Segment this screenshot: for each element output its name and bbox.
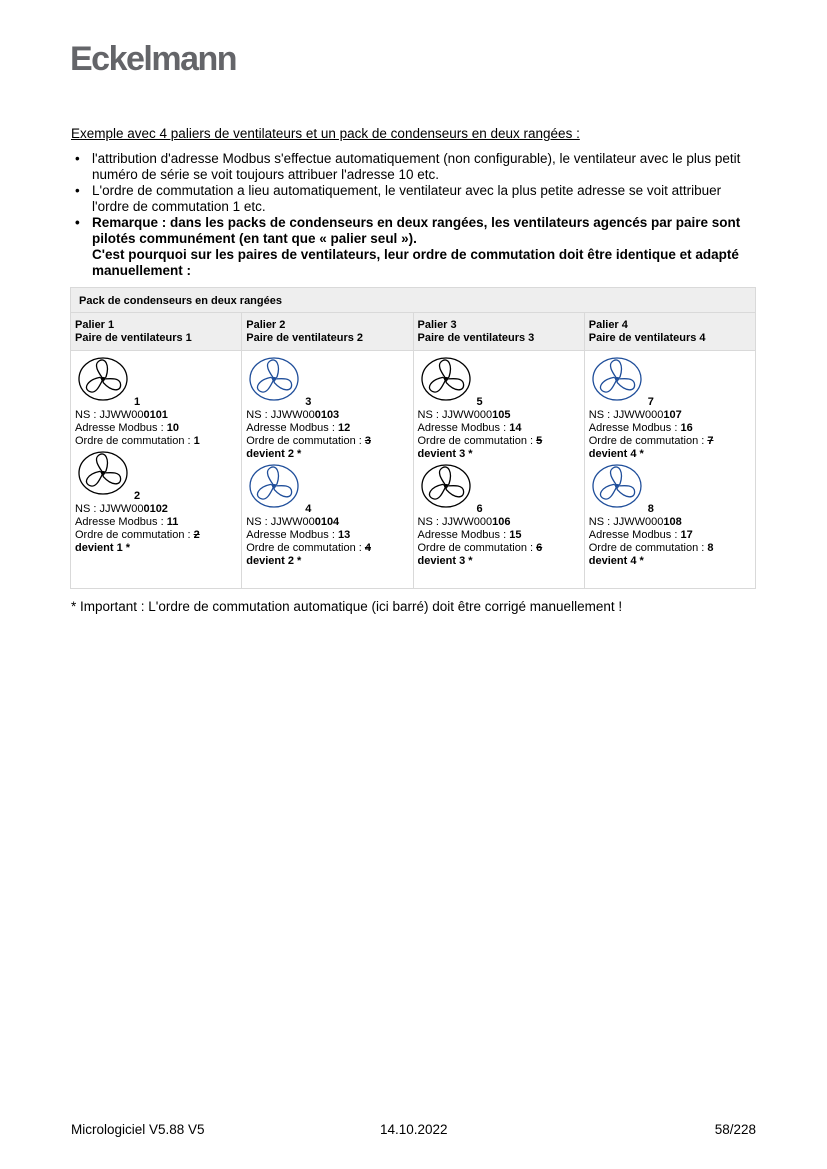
serial-label: NS :: [246, 409, 271, 421]
serial-label: NS :: [588, 516, 614, 528]
order-label: Ordre de commutation :: [75, 435, 194, 447]
corrected-order: devient 1 *: [75, 542, 131, 554]
modbus-address-line: [589, 422, 752, 435]
modbus-address-line: [418, 422, 581, 435]
modbus-value: 11: [166, 516, 179, 528]
fan-number: 5: [476, 396, 483, 408]
corrected-order: devient 3 *: [417, 448, 473, 460]
switching-order-line: [418, 435, 581, 448]
serial-suffix: 107: [663, 409, 682, 421]
modbus-address-line: [246, 529, 409, 542]
intro-heading: Exemple avec 4 paliers de ventilateurs et un pack de condenseurs en deux rangées :: [71, 126, 580, 141]
modbus-label: Adresse Modbus :: [246, 529, 338, 541]
condenser-pack-table: [70, 287, 756, 589]
modbus-value: 13: [337, 529, 351, 541]
modbus-address-line: [75, 516, 238, 529]
bullet-item-remark: [71, 215, 761, 279]
modbus-address-line: [418, 529, 581, 542]
column-header: Palier 1 Paire de ventilateurs 1: [71, 313, 242, 351]
modbus-label: Adresse Modbus :: [75, 422, 167, 434]
order-value-struck: 7: [707, 435, 714, 447]
palier-cell: [242, 351, 413, 589]
bullet-item: • l'attribution d'adresse Modbus s'effectue automatiquement (non configurable), le ventilateur avec le plus petit numéro de série se voit toujours attribuer l'adresse 10 etc.: [71, 151, 761, 183]
serial-suffix: 0104: [314, 516, 340, 528]
switching-order-line: [589, 435, 752, 448]
modbus-value: 12: [337, 422, 351, 434]
modbus-value: 16: [680, 422, 693, 434]
modbus-label: Adresse Modbus :: [417, 422, 510, 434]
fan-blue-icon: [591, 356, 643, 402]
order-label: Ordre de commutation :: [75, 529, 194, 541]
order-label: Ordre de commutation :: [246, 435, 365, 447]
table-header-row: [71, 313, 756, 351]
corrected-order: devient 4 *: [588, 448, 644, 460]
serial-number-line: [246, 516, 409, 529]
modbus-value: 17: [680, 529, 693, 541]
modbus-address-line: [246, 422, 409, 435]
serial-label: NS :: [75, 409, 100, 421]
switching-order-line: [246, 435, 409, 448]
modbus-label: Adresse Modbus :: [75, 516, 167, 528]
serial-number-line: [418, 516, 581, 529]
serial-number-line: [246, 409, 409, 422]
fan-number: 1: [134, 396, 141, 408]
palier-cell: [413, 351, 584, 589]
serial-label: NS :: [588, 409, 614, 421]
important-note: * Important : L'ordre de commutation automatique (ici barré) doit être corrigé manuellement !: [71, 599, 623, 614]
palier-cell: [584, 351, 755, 589]
serial-suffix: 0103: [314, 409, 340, 421]
modbus-value: 15: [509, 529, 522, 541]
modbus-value: 14: [509, 422, 522, 434]
serial-suffix: 0101: [143, 409, 168, 421]
corrected-order: devient 2 *: [246, 448, 302, 460]
switching-order-line: [418, 542, 581, 555]
modbus-label: Adresse Modbus :: [588, 529, 681, 541]
serial-suffix: 108: [663, 516, 682, 528]
order-value-struck: 3: [364, 435, 371, 447]
order-value-struck: 4: [364, 542, 371, 554]
serial-prefix: JJWW00: [270, 409, 315, 421]
corrected-order-line: [246, 555, 409, 568]
switching-order-line: [75, 529, 238, 542]
serial-suffix: 0102: [143, 503, 168, 515]
serial-prefix: JJWW00: [99, 503, 144, 515]
order-label: Ordre de commutation :: [588, 435, 708, 447]
fan-black-icon: [77, 450, 129, 496]
switching-order-line: [75, 435, 238, 448]
palier-cell: [71, 351, 242, 589]
fan-blue-icon: [248, 463, 300, 509]
corrected-order-line: [418, 448, 581, 461]
footer-firmware: Micrologiciel V5.88 V5: [71, 1122, 205, 1137]
modbus-address-line: [589, 529, 752, 542]
modbus-label: Adresse Modbus :: [246, 422, 338, 434]
order-label: Ordre de commutation :: [417, 542, 537, 554]
fan-black-icon: [420, 463, 472, 509]
fan-number: 6: [476, 503, 483, 515]
fan-entry: [589, 463, 752, 568]
column-header: Palier 2 Paire de ventilateurs 2: [242, 313, 413, 351]
fan-entry: [246, 356, 409, 461]
order-value-struck: 6: [536, 542, 543, 554]
footer-page-number: 58/228: [714, 1122, 756, 1137]
switching-order-line: [589, 542, 752, 555]
order-value-struck: 5: [536, 435, 543, 447]
order-value: 1: [193, 435, 200, 447]
remark-text-2: C'est pourquoi sur les paires de ventilateurs, leur ordre de commutation doit être identique et adapté manuellement :: [92, 247, 739, 278]
serial-label: NS :: [417, 516, 442, 528]
fan-entry: [418, 356, 581, 461]
corrected-order-line: [75, 542, 238, 555]
modbus-label: Adresse Modbus :: [588, 422, 681, 434]
serial-prefix: JJWW000: [441, 409, 493, 421]
serial-label: NS :: [75, 503, 100, 515]
remark-text: Remarque : dans les packs de condenseurs en deux rangées, les ventilateurs agencés par paire sont pilotés communément (en tant que « palier seul »).: [92, 215, 741, 246]
table-body-row: [71, 351, 756, 589]
serial-suffix: 106: [492, 516, 511, 528]
serial-prefix: JJWW00: [99, 409, 144, 421]
corrected-order-line: [418, 555, 581, 568]
fan-entry: [589, 356, 752, 461]
serial-number-line: [75, 409, 238, 422]
footer-date: 14.10.2022: [380, 1122, 448, 1137]
corrected-order-line: [589, 448, 752, 461]
serial-number-line: [589, 516, 752, 529]
corrected-order: devient 3 *: [417, 555, 473, 567]
fan-entry: [418, 463, 581, 568]
fan-number: 7: [647, 396, 654, 408]
modbus-value: 10: [166, 422, 179, 434]
fan-blue-icon: [248, 356, 300, 402]
serial-prefix: JJWW00: [270, 516, 315, 528]
fan-entry: [75, 356, 238, 448]
fan-number: 8: [647, 503, 654, 515]
serial-label: NS :: [417, 409, 442, 421]
order-label: Ordre de commutation :: [588, 542, 708, 554]
serial-number-line: [589, 409, 752, 422]
fan-entry: [246, 463, 409, 568]
order-value-struck: 2: [193, 529, 200, 541]
eckelmann-logo: Eckelmann: [70, 40, 237, 78]
fan-number: 4: [305, 503, 312, 515]
fan-blue-icon: [591, 463, 643, 509]
bullet-item: • L'ordre de commutation a lieu automatiquement, le ventilateur avec la plus petite adresse se voit attribuer l'ordre de commutation 1 etc.: [71, 183, 761, 215]
serial-label: NS :: [246, 516, 271, 528]
modbus-label: Adresse Modbus :: [417, 529, 510, 541]
table-title: Pack de condenseurs en deux rangées: [71, 288, 756, 313]
serial-prefix: JJWW000: [613, 516, 664, 528]
corrected-order-line: [246, 448, 409, 461]
serial-prefix: JJWW000: [613, 409, 664, 421]
serial-suffix: 105: [492, 409, 511, 421]
serial-number-line: [418, 409, 581, 422]
switching-order-line: [246, 542, 409, 555]
fan-number: 2: [134, 490, 141, 502]
column-header: Palier 4 Paire de ventilateurs 4: [584, 313, 755, 351]
fan-entry: [75, 450, 238, 555]
serial-number-line: [75, 503, 238, 516]
corrected-order: devient 4 *: [588, 555, 644, 567]
corrected-order-line: [589, 555, 752, 568]
order-value: 8: [707, 542, 714, 554]
order-label: Ordre de commutation :: [417, 435, 537, 447]
modbus-address-line: [75, 422, 238, 435]
fan-black-icon: [420, 356, 472, 402]
fan-number: 3: [305, 396, 312, 408]
order-label: Ordre de commutation :: [246, 542, 365, 554]
corrected-order: devient 2 *: [246, 555, 302, 567]
serial-prefix: JJWW000: [441, 516, 493, 528]
bullet-list: [71, 151, 761, 279]
fan-black-icon: [77, 356, 129, 402]
column-header: Palier 3 Paire de ventilateurs 3: [413, 313, 584, 351]
